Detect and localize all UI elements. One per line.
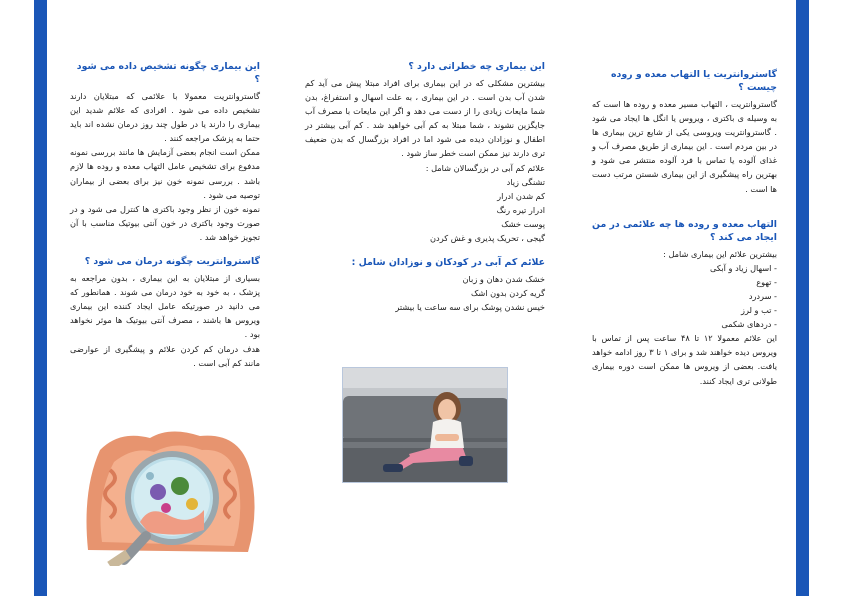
paragraph-treatment-1: بسیاری از مبتلایان به این بیماری ، بدون مراجعه به پزشک ، به خود به خود درمان می شوند . همانطور که می دانید در صورتیکه عامل ایجاد کننده این بیماری ویروس ها باشند ، مصرف آنتی بیوتیک ها موثر نخواهد بود .	[70, 273, 260, 340]
list-item: کم شدن ادرار	[497, 190, 545, 201]
child-stomach-ache-photo	[342, 367, 508, 483]
list-item: تشنگی زیاد	[506, 176, 545, 187]
magnifier-graphic	[80, 430, 260, 566]
column-diagnosis-treatment	[70, 60, 260, 370]
list-item: - تهوع	[756, 276, 777, 287]
list-item: ادرار تیره رنگ	[496, 204, 545, 215]
adult-signs-list	[305, 175, 545, 245]
paragraph-diagnosis-1: گاستروانتریت معمولا با علائمی که مبتلایان دارند تشخیص داده می شود . افرادی که علائم شدید این بیماری را دارند یا در طول چند روز درمان نشده اند باید حتما به پزشک مراجعه کنند .	[70, 91, 260, 144]
heading-risks: این بیماری چه خطراتی دارد ؟	[408, 61, 545, 72]
column-risks	[305, 60, 545, 314]
intestine-bacteria-illustration	[80, 430, 260, 566]
paragraph-definition: گاستروانتریت ، التهاب مسیر معده و روده ها است که به وسیله ی باکتری ، ویروس یا انگل ها ایجاد می شود . گاستروانتریت ویروسی یکی از شایع ترین بیماری ها در بین مردم است . این بیماری از طریق مصرف آب و غذای آلوده یا تماس با فرد آلوده منتشر می شود و بهترین راه پیشگیری از این بیماری شستن مرتب دست ها است .	[592, 99, 777, 194]
heading-diagnosis: این بیماری چگونه تشخیص داده می شود ؟	[76, 61, 260, 85]
column-what-is-gastroenteritis	[592, 68, 777, 388]
heading-child-signs: علائم کم آبی در کودکان و نوزادان شامل :	[351, 257, 545, 269]
symptoms-list	[592, 261, 777, 331]
adult-signs-intro: علائم کم آبی در بزرگسالان شامل :	[425, 162, 545, 173]
list-item: خشک شدن دهان و زبان	[462, 274, 545, 285]
heading-treatment: گاستروانتریت چگونه درمان می شود ؟	[84, 256, 260, 268]
list-item: - اسهال زیاد و آبکی	[710, 262, 777, 273]
heading-what-is: گاستروانتریت یا التهاب معده و روده چیست ؟	[610, 69, 777, 93]
paragraph-treatment-2: هدف درمان کم کردن علائم و پیشگیری از عوارضی مانند کم آبی است .	[70, 343, 260, 368]
heading-symptoms: التهاب معده و روده ها چه علائمی در من ایجاد می کند ؟	[592, 218, 777, 243]
symptoms-note: این علائم معمولا ۱۲ تا ۴۸ ساعت پس از تماس با ویروس دیده خواهند شد و برای ۱ تا ۳ روز ادامه خواهد یافت. بعضی از ویروس ها ممکن است دوره بیماری طولانی تری ایجاد کنند.	[592, 333, 778, 386]
child-illustration	[343, 368, 508, 483]
list-item: - سردرد	[748, 290, 777, 301]
right-blue-border	[796, 0, 809, 596]
list-item: - تب و لرز	[740, 305, 777, 316]
paragraph-diagnosis-2: ممکن است انجام بعضی آزمایش ها مانند بررسی نمونه مدفوع برای تشخیص عامل التهاب معده و روده ها لازم باشد . بررسی نمونه خون نیز برای بعضی از بیماران توصیه می شود .	[70, 147, 260, 200]
symptoms-intro: بیشترین علائم این بیماری شامل :	[663, 248, 777, 259]
left-blue-border	[34, 0, 47, 596]
list-item: خیس نشدن پوشک برای سه ساعت یا بیشتر	[395, 302, 545, 313]
list-item: گیجی ، تحریک پذیری و غش کردن	[430, 233, 545, 244]
child-signs-list	[305, 272, 545, 314]
list-item: - دردهای شکمی	[721, 319, 777, 330]
paragraph-dehydration: بیشترین مشکلی که در این بیماری برای افراد مبتلا پیش می آید کم شدن آب بدن است . در این بیماری ، به علت اسهال و استفراغ، بدن شما مایعات زیادی را از دست می دهد و اگر این مایعات با مصرف آب جایگزین نشوند ، شما مبتلا به کم آبی خواهید شد . کم آبی بیشتر در اطفال و نوزادان دیده می شود اما در افراد بزرگسال که بدن ضعیف تری دارند نیز ممکن است خطر ساز شود .	[305, 78, 545, 159]
paragraph-diagnosis-3: نمونه خون از نظر وجود باکتری ها کنترل می شود و در صورت وجود باکتری در خون آنتی بیوتیک مناسب با آن تجویز خواهد شد .	[70, 203, 260, 242]
list-item: گریه کردن بدون اشک	[471, 288, 545, 299]
list-item: پوست خشک	[501, 218, 545, 229]
